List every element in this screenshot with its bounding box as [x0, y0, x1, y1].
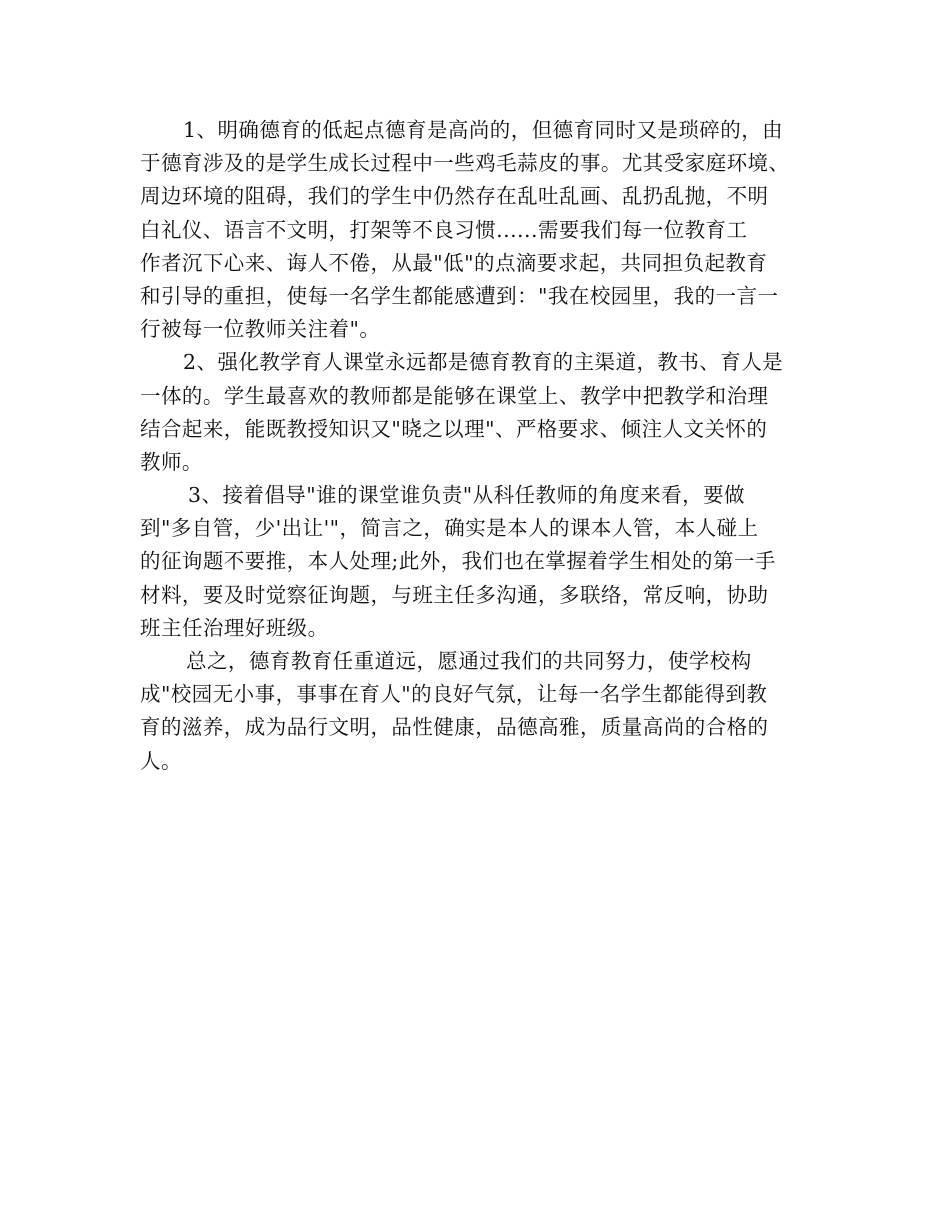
- paragraph-line: 结合起来，能既教授知识又"晓之以理"、严格要求、倾注人文关怀的: [140, 416, 768, 441]
- paragraph-conclusion: [140, 645, 820, 778]
- paragraph-line: 周边环境的阻碍，我们的学生中仍然存在乱吐乱画、乱扔乱抛，不明: [140, 184, 769, 209]
- paragraph-moral-education-starting-point: [140, 114, 820, 346]
- paragraph-line: 一体的。学生最喜欢的教师都是能够在课堂上、教学中把教学和治理: [140, 383, 769, 408]
- paragraph-line: 白礼仪、语言不文明，打架等不良习惯......需要我们每一位教育工: [140, 217, 748, 242]
- paragraph-line: 作者沉下心来、诲人不倦，从最"低"的点滴要求起，共同担负起教育: [140, 250, 768, 275]
- paragraph-line: 成"校园无小事，事事在育人"的良好气氛，让每一名学生都能得到教: [140, 682, 768, 707]
- paragraph-teaching-education: [140, 346, 820, 479]
- paragraph-line: 和引导的重担，使每一名学生都能感遭到："我在校园里，我的一言一: [140, 283, 779, 308]
- paragraph-line: 材料，要及时觉察征询题，与班主任多沟通，多联络，常反响，协助: [140, 582, 769, 607]
- paragraph-line: 1、明确德育的低起点德育是高尚的，但德育同时又是琐碎的，由: [183, 118, 784, 142]
- document-body: [140, 114, 820, 778]
- paragraph-line: 2、强化教学育人课堂永远都是德育教育的主渠道，教书、育人是: [183, 350, 784, 375]
- paragraph-classroom-responsibility: [140, 479, 820, 645]
- paragraph-line: 3、接着倡导"谁的课堂谁负责"从科任教师的角度来看，要做: [188, 483, 745, 508]
- paragraph-line: 的征询题不要推，本人处理;此外，我们也在掌握着学生相处的第一手: [140, 549, 776, 574]
- paragraph-line: 到"多自管，少'出让'"，简言之，确实是本人的课本人管，本人碰上: [140, 516, 759, 541]
- paragraph-line: 班主任治理好班级。: [140, 615, 329, 640]
- paragraph-line: 育的滋养，成为品行文明，品性健康，品德高雅，质量高尚的合格的: [140, 715, 769, 740]
- paragraph-line: 行被每一位教师关注着"。: [140, 317, 381, 342]
- paragraph-line: 教师。: [140, 449, 203, 474]
- paragraph-line: 于德育涉及的是学生成长过程中一些鸡毛蒜皮的事。尤其受家庭环境、: [140, 151, 790, 176]
- paragraph-line: 人。: [140, 748, 182, 773]
- paragraph-line: 总之，德育教育任重道远，愿通过我们的共同努力，使学校构: [186, 649, 752, 673]
